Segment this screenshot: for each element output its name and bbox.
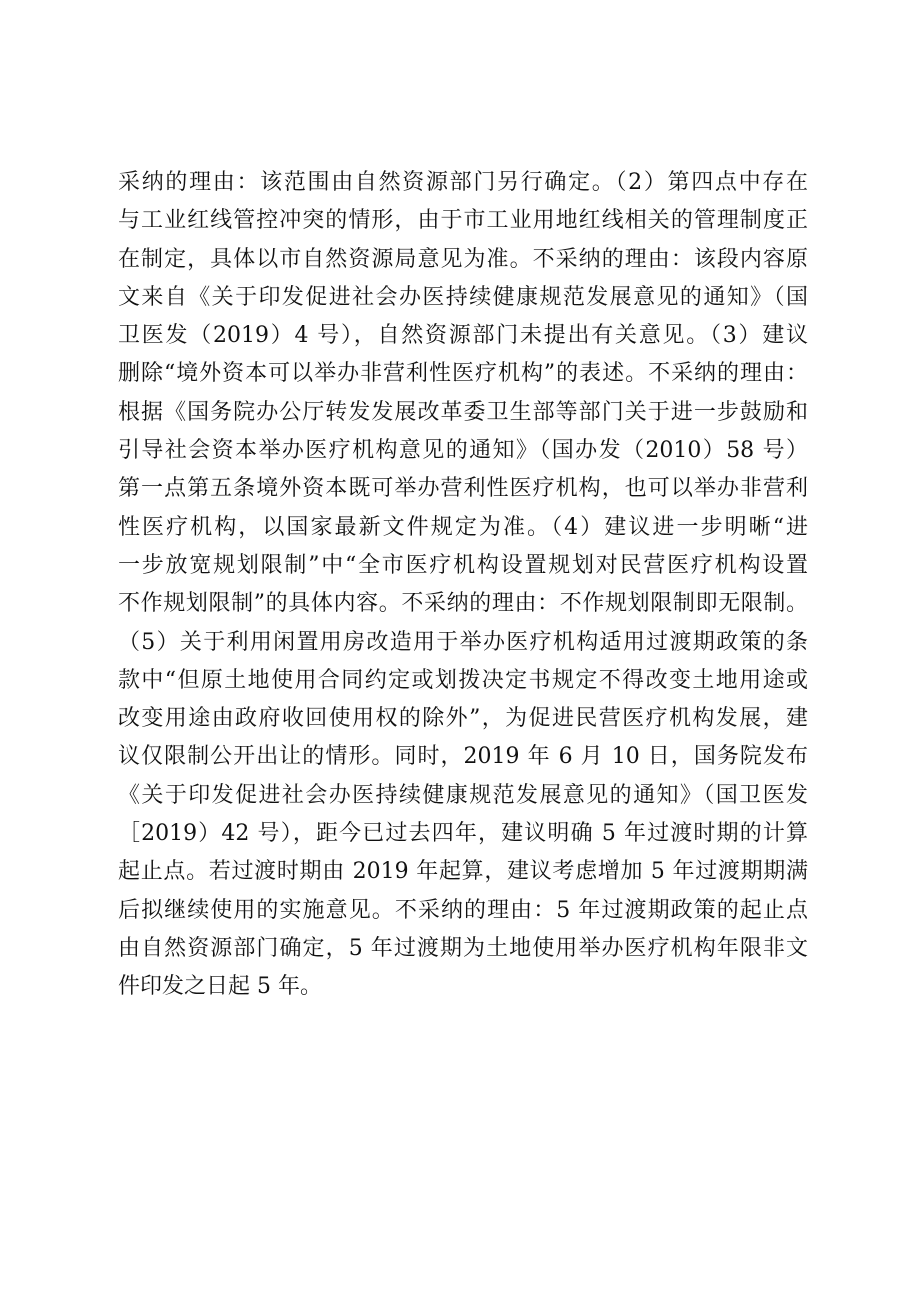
text-line: 第一点第五条境外资本既可举办营利性医疗机构，也可以举办非营利 (118, 476, 808, 502)
text-line: 引导社会资本举办医疗机构意见的通知》（国办发（2010）58 号） (118, 438, 808, 464)
text-line: 起止点。若过渡时期由 2019 年起算，建议考虑增加 5 年过渡期期满 (118, 859, 808, 885)
text-line: 后拟继续使用的实施意见。不采纳的理由：5 年过渡期政策的起止点 (118, 897, 808, 923)
text-line: 件印发之日起 5 年。 (118, 974, 322, 1000)
text-line: （5）关于利用闲置用房改造用于举办医疗机构适用过渡期政策的条 (118, 629, 808, 655)
text-line: 与工业红线管控冲突的情形，由于市工业用地红线相关的管理制度正 (118, 208, 808, 234)
text-line: 《关于印发促进社会办医持续健康规范发展意见的通知》（国卫医发 (118, 782, 808, 808)
text-line: 性医疗机构，以国家最新文件规定为准。（4）建议进一步明晰“进 (118, 514, 808, 540)
text-line: 在制定，具体以市自然资源局意见为准。不采纳的理由：该段内容原 (118, 246, 808, 272)
text-line: 不作规划限制”的具体内容。不采纳的理由：不作规划限制即无限制。 (118, 591, 808, 617)
text-line: 改变用途由政府收回使用权的除外”，为促进民营医疗机构发展，建 (118, 706, 808, 732)
text-line: 款中“但原土地使用合同约定或划拨决定书规定不得改变土地用途或 (118, 667, 808, 693)
text-line: 一步放宽规划限制”中“全市医疗机构设置规划对民营医疗机构设置 (118, 552, 808, 578)
text-line: 根据《国务院办公厅转发发展改革委卫生部等部门关于进一步鼓励和 (118, 399, 808, 425)
text-line: 删除“境外资本可以举办非营利性医疗机构”的表述。不采纳的理由： (118, 361, 808, 387)
text-line: ［2019）42 号），距今已过去四年，建议明确 5 年过渡时期的计算 (118, 821, 808, 847)
text-line: 由自然资源部门确定，5 年过渡期为土地使用举办医疗机构年限非文 (118, 935, 808, 961)
body-text (118, 164, 808, 1007)
text-line: 卫医发（2019）4 号），自然资源部门未提出有关意见。（3）建议 (118, 323, 808, 349)
text-line: 文来自《关于印发促进社会办医持续健康规范发展意见的通知》（国 (118, 284, 808, 310)
text-line: 议仅限制公开出让的情形。同时，2019 年 6 月 10 日，国务院发布 (118, 744, 808, 770)
text-line: 采纳的理由：该范围由自然资源部门另行确定。（2）第四点中存在 (118, 170, 808, 195)
